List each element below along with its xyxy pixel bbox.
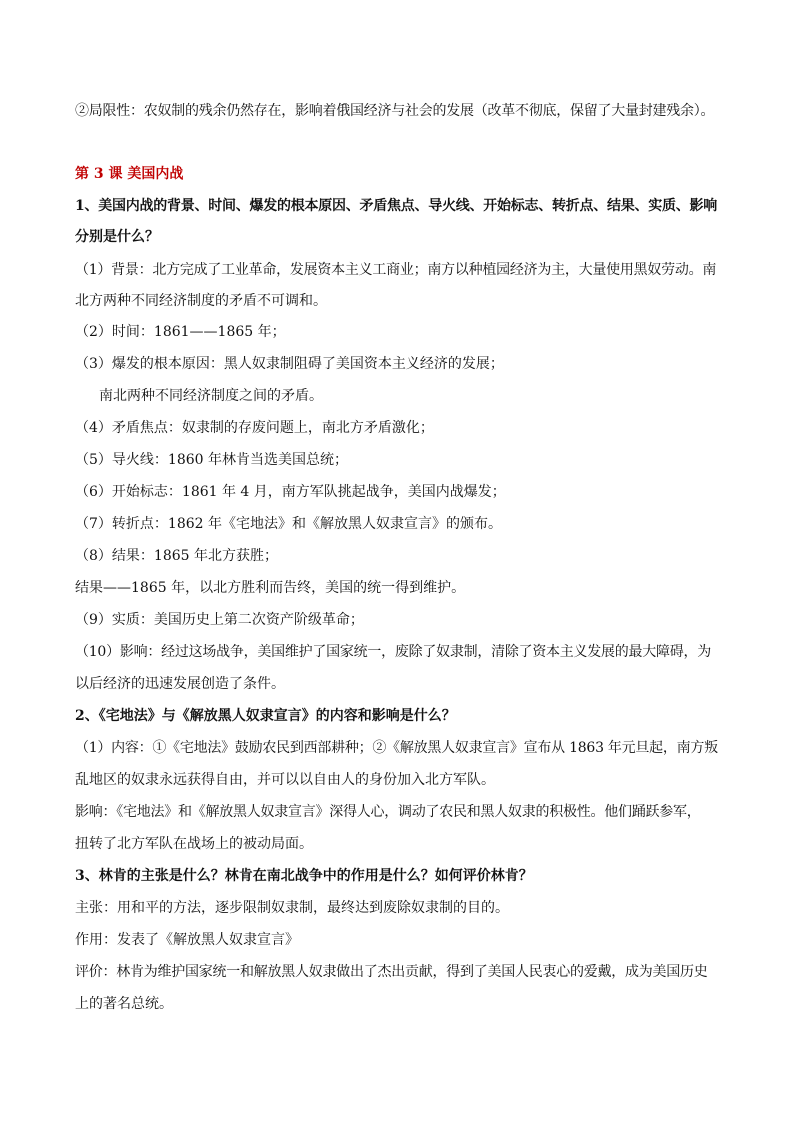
lesson-title: 第 3 课 美国内战 xyxy=(75,166,184,182)
answer-background-cont: 北方两种不同经济制度的矛盾不可调和。 xyxy=(75,293,327,309)
answer-root-cause: （3）爆发的根本原因：黑人奴隶制阻碍了美国资本主义经济的发展； xyxy=(75,356,504,372)
answer-trigger: （5）导火线：1860 年林肯当选美国总统； xyxy=(75,452,348,468)
answer-evaluation-cont: 上的著名总统。 xyxy=(75,996,173,1012)
answer-proposal: 主张：用和平的方法，逐步限制奴隶制，最终达到废除奴隶制的目的。 xyxy=(75,900,509,916)
answer-evaluation: 评价：林肯为维护国家统一和解放黑人奴隶做出了杰出贡献，得到了美国人民衷心的爱戴，成为美国历史 xyxy=(75,964,708,980)
question-2-heading: 2、《宅地法》与《解放黑人奴隶宣言》的内容和影响是什么？ xyxy=(75,708,456,724)
answer-influence-cont: 扭转了北方军队在战场上的被动局面。 xyxy=(75,836,313,852)
answer-result: （8）结果：1865 年北方获胜； xyxy=(75,548,278,564)
question-1-heading: 1、美国内战的背景、时间、爆发的根本原因、矛盾焦点、导火线、开始标志、转折点、结果、实质、影响 xyxy=(75,198,717,214)
answer-focus: （4）矛盾焦点：奴隶制的存废问题上，南北方矛盾激化； xyxy=(75,420,434,436)
answer-time: （2）时间：1861——1865 年； xyxy=(75,324,286,340)
question-1-heading-cont: 分别是什么？ xyxy=(75,229,159,245)
answer-background: （1）背景：北方完成了工业革命，发展资本主义工商业；南方以种植园经济为主，大量使用黑奴劳动。南 xyxy=(75,262,717,278)
answer-nature: （9）实质：美国历史上第二次资产阶级革命； xyxy=(75,612,364,628)
answer-content-cont: 乱地区的奴隶永远获得自由，并可以以自由人的身份加入北方军队。 xyxy=(75,772,495,788)
answer-impact-cont: 以后经济的迅速发展创造了条件。 xyxy=(75,676,285,692)
answer-turning-point: （7）转折点：1862 年《宅地法》和《解放黑人奴隶宣言》的颁布。 xyxy=(75,516,502,532)
answer-influence: 影响：《宅地法》和《解放黑人奴隶宣言》深得人心，调动了农民和黑人奴隶的积极性。他们踊跃参军， xyxy=(75,804,701,820)
answer-content: （1）内容：①《宅地法》鼓励农民到西部耕种；②《解放黑人奴隶宣言》宣布从 1863 年元旦起，南方叛 xyxy=(75,740,718,756)
question-3-heading: 3、林肯的主张是什么？林肯在南北战争中的作用是什么？如何评价林肯？ xyxy=(75,868,533,884)
paragraph-limitations: ②局限性：农奴制的残余仍然存在，影响着俄国经济与社会的发展（改革不彻底，保留了大量封建残余）。 xyxy=(75,103,715,119)
answer-root-cause-cont: 南北两种不同经济制度之间的矛盾。 xyxy=(99,388,323,404)
answer-result-detail: 结果——1865 年，以北方胜利而告终，美国的统一得到维护。 xyxy=(75,580,466,596)
answer-start: （6）开始标志：1861 年 4 月，南方军队挑起战争，美国内战爆发； xyxy=(75,484,506,500)
answer-role: 作用：发表了《解放黑人奴隶宣言》 xyxy=(75,932,299,948)
answer-impact: （10）影响：经过这场战争，美国维护了国家统一，废除了奴隶制，清除了资本主义发展的最大障碍，为 xyxy=(75,644,712,660)
